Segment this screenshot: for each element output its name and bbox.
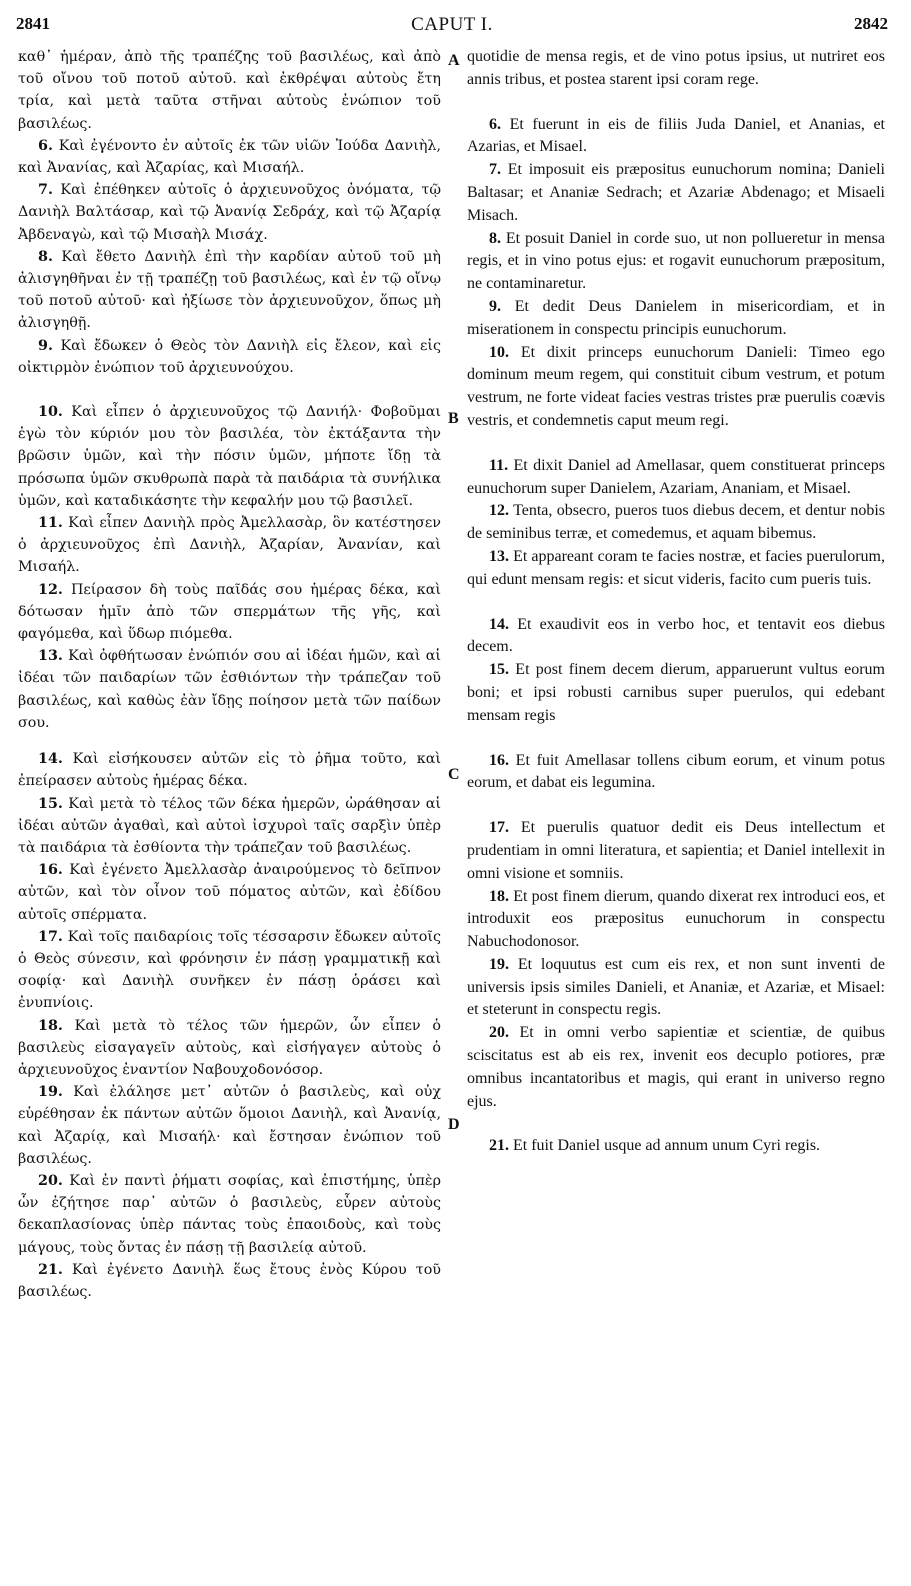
latin-verse-10: 10. Et dixit princeps eunuchorum Danieli: Timeo ego dominum meum regem, qui constituit cibum vestrum, et potum vestrum, ne forte videat facies vestras tristes præ puerulis coævis vestris, et condemnetis caput meum regi.	[467, 343, 886, 429]
latin-verse-21: 21. Et fuit Daniel usque ad annum unum Cyri regis.	[489, 1137, 821, 1155]
greek-verse-16: 16. Καὶ ἐγένετο Ἀμελλασὰρ ἀναιρούμενος τὸ δεῖπνον αὐτῶν, καὶ τὸν οἶνον τοῦ πόματος αὐτῶν, καὶ ἐδίδου αὐτοῖς σπέρματα.	[18, 862, 442, 923]
greek-verse-13: 13. Καὶ ὀφθήτωσαν ἐνώπιόν σου αἱ ἰδέαι ἡμῶν, καὶ αἱ ἰδέαι τῶν παιδαρίων τῶν ἐσθιόντων τὴν τράπεζαν τοῦ βασιλέως, καὶ καθὼς ἐὰν ἴδῃς ποίησον μετὰ τῶν παίδων σου.	[18, 648, 442, 731]
greek-verse-19: 19. Καὶ ἐλάλησε μετ᾽ αὐτῶν ὁ βασιλεὺς, καὶ οὐχ εὑρέθησαν ἐκ πάντων αὐτῶν ὅμοιοι Δανιὴλ, καὶ Ἀνανίᾳ, καὶ Ἀζαρίᾳ, καὶ Μισαήλ· καὶ ἔστησαν ἐνώπιον τοῦ βασιλέως.	[18, 1084, 441, 1167]
margin-marker-c: C	[448, 766, 460, 783]
greek-verse-17: 17. Καὶ τοῖς παιδαρίοις τοῖς τέσσαρσιν ἔδωκεν αὐτοῖς ὁ Θεὸς σύνεσιν, καὶ φρόνησιν ἐν πάσῃ γραμματικῇ καὶ σοφίᾳ· καὶ Δανιὴλ συνῆκεν ἐν πάσῃ ὁράσει καὶ ἐνυπνίοις.	[18, 928, 442, 1012]
greek-verse-5-cont: καθ᾽ ἡμέραν, ἀπὸ τῆς τραπέζης τοῦ βασιλέως, καὶ ἀπὸ τοῦ οἴνου τοῦ ποτοῦ αὐτοῦ. καὶ ἐκθρέψαι αὐτοὺς ἔτη τρία, καὶ μετὰ ταῦτα στῆναι αὐτοὺς ἐνώπιον τοῦ βασιλέως.	[18, 49, 441, 132]
latin-verse-7: 7. Et imposuit eis præpositus eunuchorum nomina; Danieli Baltasar; et Ananiæ Sedrach; et Azariæ Abdenago; et Misaeli Misach.	[467, 161, 885, 224]
greek-verse-11: 11. Καὶ εἶπεν Δανιὴλ πρὸς Ἀμελλασὰρ, ὃν κατέστησεν ὁ ἀρχιευνοῦχος ἐπὶ Δανιὴλ, Ἀζαρίαν, Ἀνανίαν, καὶ Μισαήλ.	[18, 515, 442, 576]
latin-verse-11: 11. Et dixit Daniel ad Amellasar, quem constituerat princeps eunuchorum super Danielem, Azariam, Ananiam, et Misael.	[467, 456, 886, 497]
latin-verse-14: 14. Et exaudivit eos in verbo hoc, et tentavit eos diebus decem.	[467, 615, 885, 656]
greek-verse-9: 9. Καὶ ἔδωκεν ὁ Θεὸς τὸν Δανιὴλ εἰς ἔλεον, καὶ εἰς οἰκτιρμὸν ἐνώπιον τοῦ ἀρχιευνούχου.	[18, 337, 441, 376]
latin-verse-18: 18. Et post finem dierum, quando dixerat rex introduci eos, et introduxit eos præpositus eunuchorum in conspectu Nabuchodonosor.	[467, 887, 885, 951]
page-header	[16, 14, 888, 36]
greek-verse-6: 6. Καὶ ἐγένοντο ἐν αὐτοῖς ἐκ τῶν υἱῶν Ἰούδα Δανιὴλ, καὶ Ἀνανίας, καὶ Ἀζαρίας, καὶ Μισαήλ.	[18, 137, 441, 177]
greek-verse-21: 21. Καὶ ἐγένετο Δανιὴλ ἕως ἔτους ἑνὸς Κύρου τοῦ βασιλέως.	[18, 1261, 441, 1300]
greek-verse-18: 18. Καὶ μετὰ τὸ τέλος τῶν ἡμερῶν, ὧν εἶπεν ὁ βασιλεὺς εἰσαγαγεῖν αὐτοὺς, καὶ εἰσήγαγεν αὐτοὺς ὁ ἀρχιευνοῦχος ἐναντίον Ναβουχοδονόσορ.	[18, 1017, 441, 1078]
latin-verse-12: 12. Tenta, obsecro, pueros tuos diebus decem, et dentur nobis de seminibus terræ, et comedemus, et aquam bibemus.	[467, 502, 885, 543]
margin-marker-d: D	[448, 1116, 460, 1133]
latin-verse-8: 8. Et posuit Daniel in corde suo, ut non pollueretur in mensa regis, et in vino potus ejus: et rogavit eunuchorum præpositum, ne contaminaretur.	[467, 229, 886, 293]
greek-verse-10: 10. Καὶ εἶπεν ὁ ἀρχιευνοῦχος τῷ Δανιήλ· Φοβοῦμαι ἐγὼ τὸν κύριόν μου τὸν βασιλέα, τὸν ἐκτάξαντα τὴν βρῶσιν ὑμῶν, καὶ τὴν πόσιν ὑμῶν, μήποτε ἴδῃ τὰ πρόσωπα ὑμῶν σκυθρωπὰ παρὰ τὰ παιδάρια τὰ συνήλικα ὑμῶν, καὶ καταδικάσητε τὴν κεφαλήν μου τῷ βασιλεῖ.	[18, 404, 441, 509]
greek-verse-8: 8. Καὶ ἔθετο Δανιὴλ ἐπὶ τὴν καρδίαν αὐτοῦ τοῦ μὴ ἀλισγηθῆναι ἐν τῇ τραπέζῃ τοῦ βασιλέως, καὶ ἐν τῷ οἴνῳ τοῦ ποτοῦ αὐτοῦ· καὶ ἠξίωσε τὸν ἀρχιευνοῦχον, ὅπως μὴ ἀλισγηθῇ.	[18, 248, 442, 332]
greek-verse-15: 15. Καὶ μετὰ τὸ τέλος τῶν δέκα ἡμερῶν, ὠράθησαν αἱ ἰδέαι αὐτῶν ἀγαθαὶ, καὶ αὐτοὶ ἰσχυροὶ ταῖς σαρξὶν ὑπὲρ τὰ παιδάρια τὰ ἐσθίοντα τὴν τράπεζαν τοῦ βασιλέως.	[18, 795, 441, 856]
greek-column	[18, 46, 441, 1303]
margin-marker-b: B	[448, 410, 459, 427]
chapter-title: CAPUT I.	[411, 14, 493, 35]
latin-verse-15: 15. Et post finem decem dierum, apparuerunt vultus eorum boni; et ipsi robusti carnibus super puerulos, qui edebant mensam regis	[467, 661, 885, 724]
latin-verse-13: 13. Et appareant coram te facies nostræ, et facies puerulorum, qui edunt mensam regis: et sicut videris, facito cum pueris tuis.	[467, 547, 886, 588]
latin-verse-6: 6. Et fuerunt in eis de filiis Juda Daniel, et Ananias, et Azarias, et Misael.	[467, 115, 885, 156]
latin-column	[467, 46, 885, 1158]
margin-marker-a: A	[448, 52, 460, 69]
greek-verse-7: 7. Καὶ ἐπέθηκεν αὐτοῖς ὁ ἀρχιευνοῦχος ὀνόματα, τῷ Δανιὴλ Βαλτάσαρ, καὶ τῷ Ἀνανίᾳ Σεδράχ, καὶ τῷ Ἀζαρίᾳ Ἀβδεναγὼ, καὶ τῷ Μισαὴλ Μισάχ.	[18, 182, 441, 243]
latin-verse-16: 16. Et fuit Amellasar tollens cibum eorum, et vinum potus eorum, et dabat eis legumina.	[467, 751, 885, 792]
greek-verse-20: 20. Καὶ ἐν παντὶ ῥήματι σοφίας, καὶ ἐπιστήμης, ὑπὲρ ὧν ἐζήτησε παρ᾽ αὐτῶν ὁ βασιλεὺς, εὗρεν αὐτοὺς δεκαπλασίονας ὑπὲρ πάντας τοὺς ἐπαοιδοὺς, καὶ τοὺς μάγους, τοὺς ὄντας ἐν πάσῃ τῇ βασιλείᾳ αὐτοῦ.	[18, 1172, 442, 1256]
greek-verse-14: 14. Καὶ εἰσήκουσεν αὐτῶν εἰς τὸ ῥῆμα τοῦτο, καὶ ἐπείρασεν αὐτοὺς ἡμέρας δέκα.	[18, 751, 441, 790]
page-number-left: 2841	[16, 14, 50, 33]
latin-verse-17: 17. Et puerulis quatuor dedit eis Deus intellectum et prudentiam in omni literatura, et sapientia; et Daniel intellexit in omni visione et somniis.	[467, 819, 886, 882]
latin-verse-20: 20. Et in omni verbo sapientiæ et scientiæ, de quibus sciscitatus est ab eis rex, invenit eos decuplo potiores, præ omnibus incantatoribus et magis, qui erant in universo regno ejus.	[467, 1024, 886, 1110]
latin-verse-9: 9. Et dedit Deus Danielem in misericordiam, et in miserationem in conspectu principis eunuchorum.	[467, 297, 886, 338]
latin-verse-5-cont: quotidie de mensa regis, et de vino potus ipsius, ut nutriret eos annis tribus, et postea starent ipsi coram rege.	[467, 48, 885, 88]
greek-verse-12: 12. Πείρασον δὴ τοὺς παῖδάς σου ἡμέρας δέκα, καὶ δότωσαν ἡμῖν ἀπὸ τῶν σπερμάτων τῆς γῆς, καὶ φαγόμεθα, καὶ ὕδωρ πιόμεθα.	[18, 581, 441, 643]
latin-verse-19: 19. Et loquutus est cum eis rex, et non sunt inventi de universis ipsis similes Danieli, et Ananiæ, et Azariæ, et Misael: et steterunt in conspectu regis.	[467, 955, 885, 1019]
page-number-right: 2842	[854, 14, 888, 33]
